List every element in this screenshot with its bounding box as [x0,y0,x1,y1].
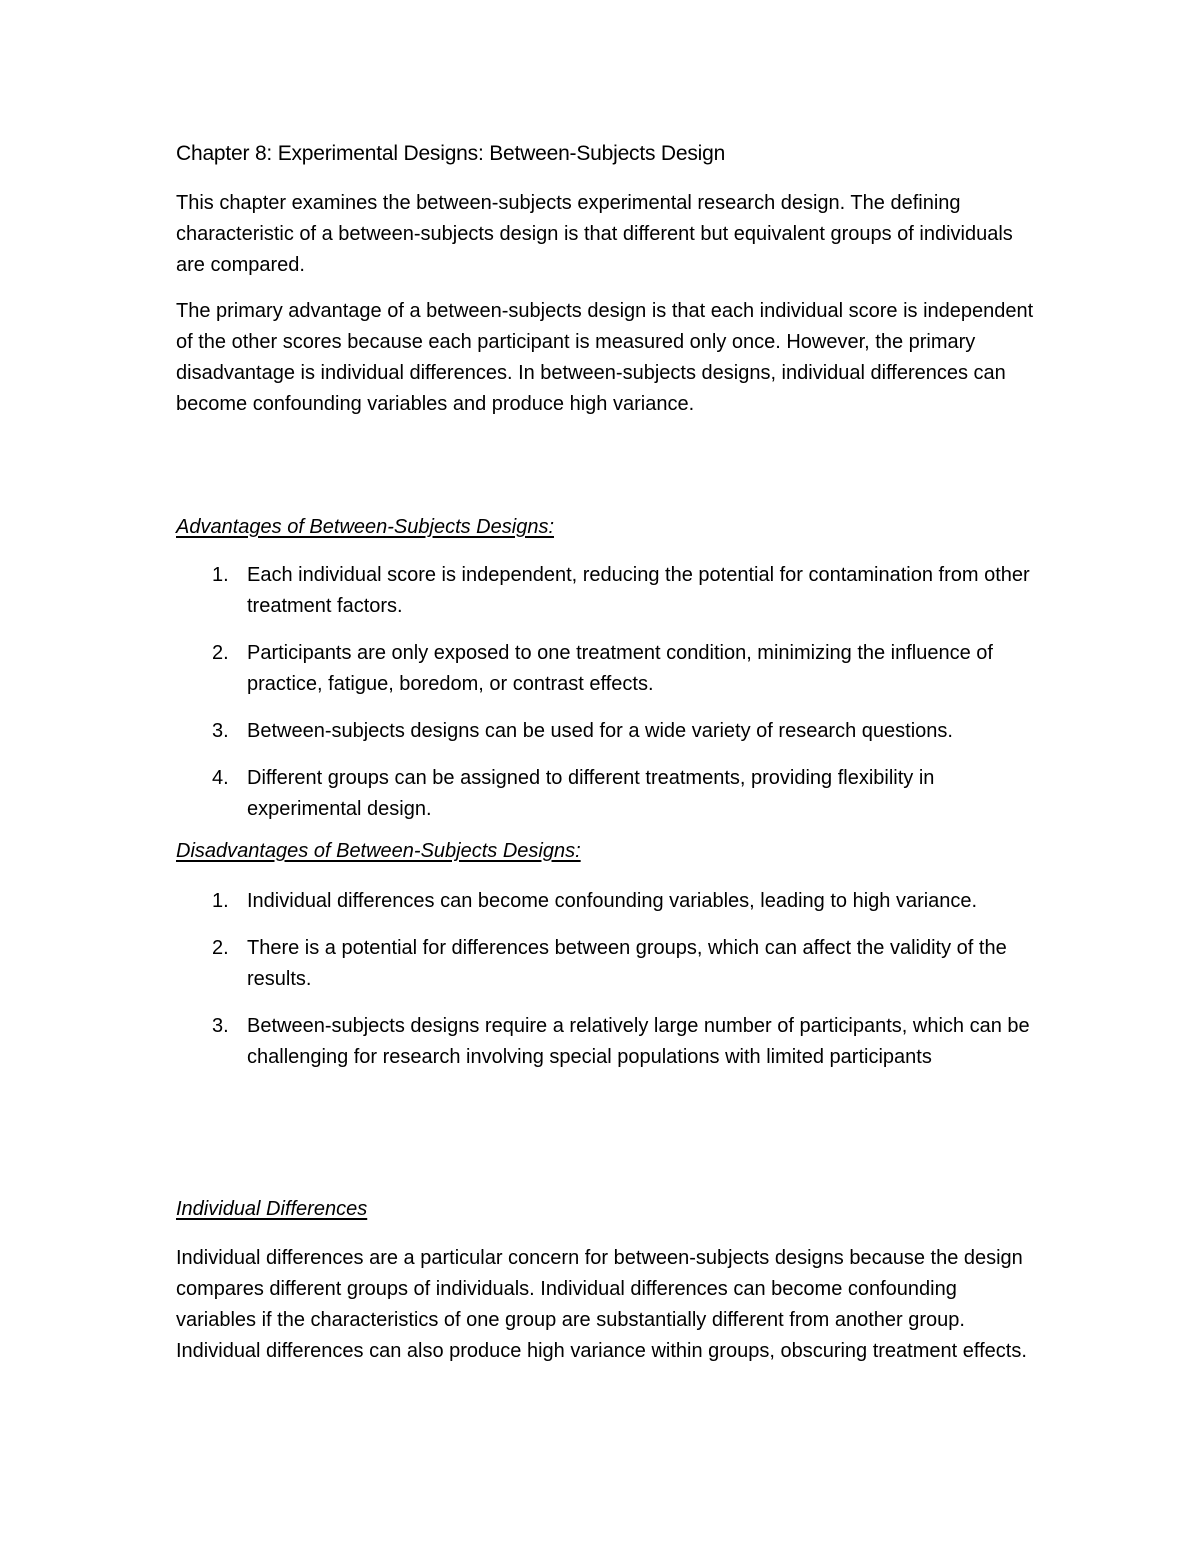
advantages-heading: Advantages of Between-Subjects Designs: [176,516,554,538]
individual-differences-heading: Individual Differences [176,1198,368,1220]
list-item-number: 2. [212,642,229,664]
list-item-text: Different groups can be assigned to different treatments, providing flexibility in experimental design. [247,767,935,820]
list-item-text: Between-subjects designs can be used for a wide variety of research questions. [247,720,953,742]
disadvantages-list [176,886,1036,1089]
list-item-text: Each individual score is independent, reducing the potential for contamination from other treatment factors. [247,564,1030,617]
list-item-number: 1. [212,564,229,586]
list-item [176,886,1036,917]
list-item [176,716,1036,747]
list-item [176,1011,1036,1073]
list-item-text: Between-subjects designs require a relatively large number of participants, which can be challenging for research involving special populations with limited participants [247,1015,1030,1068]
list-item-number: 3. [212,720,229,742]
list-item [176,933,1036,995]
disadvantages-heading: Disadvantages of Between-Subjects Designs: [176,840,581,862]
list-item-number: 3. [212,1015,229,1037]
advantages-list [176,560,1036,841]
list-item-text: Participants are only exposed to one treatment condition, minimizing the influence of practice, fatigue, boredom, or contrast effects. [247,642,993,695]
intro-paragraph-2: The primary advantage of a between-subjects design is that each individual score is independent of the other scores because each participant is measured only once. However, the primary disadvantage is individual differences. In between-subjects designs, individual differences can become confounding variables and produce high variance. [176,300,1034,415]
list-item-number: 2. [212,937,229,959]
list-item [176,638,1036,700]
list-item [176,560,1036,622]
intro-paragraph-1: This chapter examines the between-subjects experimental research design. The defining characteristic of a between-subjects design is that different but equivalent groups of individuals are compared. [176,192,1013,276]
list-item-number: 4. [212,767,229,789]
individual-differences-paragraph: Individual differences are a particular concern for between-subjects designs because the design compares different groups of individuals. Individual differences can become confounding variables if the characteristics of one group are substantially different from another group. Individual differences can also produce high variance within groups, obscuring treatment effects. [176,1247,1027,1362]
chapter-title: Chapter 8: Experimental Designs: Between-Subjects Design [176,142,726,165]
list-item-text: Individual differences can become confounding variables, leading to high variance. [247,890,978,912]
list-item-number: 1. [212,890,229,912]
list-item [176,763,1036,825]
list-item-text: There is a potential for differences between groups, which can affect the validity of the results. [247,937,1007,990]
